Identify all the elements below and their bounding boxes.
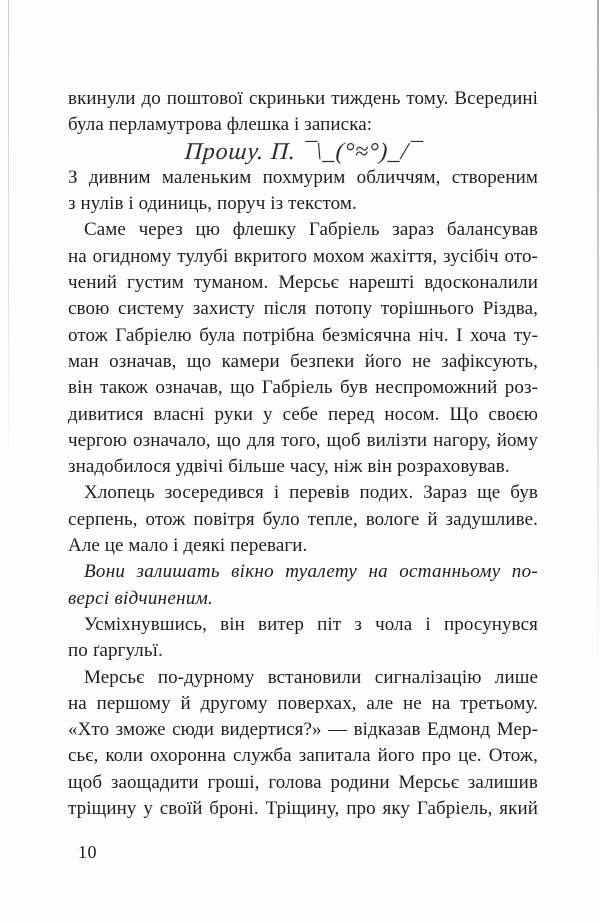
text-line: серпень, отож повітря було тепле, вологе й задушливе. [68, 508, 538, 530]
text-block [68, 86, 538, 822]
paragraph-alarm [68, 665, 538, 823]
text-line: Вони залишать вікно туалету на останньому по- [84, 561, 538, 583]
text-line: «Хто зможе сюди видертися?» — відказав Едмонд Мер- [68, 719, 538, 741]
paragraph-breath [68, 480, 538, 559]
text-line: ман означав, що камери безпеки його не зафіксують, [68, 350, 538, 372]
text-line: версі відчиненим. [68, 587, 214, 609]
text-line: Мерсьє по-дурному встановили сигналізацію лише [84, 666, 538, 688]
handwritten-note-line: Прошу. П. ¯\_(°≈°)_/¯ [183, 138, 423, 165]
text-line: Усміхнувшись, він витер піт з чола і просунувся [84, 613, 538, 635]
text-line: вкинули до поштової скриньки тиждень тому. Всередині [68, 88, 538, 109]
paragraph-gargoyle [68, 612, 538, 665]
page-right-edge-line [597, 0, 599, 680]
text-line: він також означав, що Габріель був неспроможний роз- [68, 377, 538, 399]
text-line: Хлопець зосередився і перевів подих. Зараз ще був [84, 482, 538, 504]
text-line: дивитися власні руки у себе перед носом. Що своєю [68, 403, 538, 425]
text-line: на першому й другому поверхах, але не на третьому. [68, 692, 538, 714]
text-line: чергою означало, що для того, щоб вилізти нагору, йому [68, 429, 538, 451]
text-line: була перламутрова флешка і записка: [68, 114, 373, 136]
text-line: знадобилося удвічі більше часу, ніж він розраховував. [68, 456, 510, 478]
text-line: на огидному тулубі вкритого мохом жахіття, зусібіч ото- [68, 245, 538, 267]
paragraph-balancing [68, 217, 538, 480]
text-line: щоб заощадити гроші, голова родини Мерсьє залишив [68, 771, 538, 793]
text-line: з нулів і одиниць, поруч із текстом. [68, 193, 357, 215]
text-line: сьє, коли охоронна служба запитала його про це. Отож, [68, 745, 538, 767]
text-line: чений густим туманом. Мерсьє нарешті вдосконалили [68, 272, 538, 294]
text-line: тріщину у своїй броні. Тріщину, про яку Габріель, який [68, 798, 538, 820]
text-line: свою систему захисту після потопу торішнього Різдва, [68, 298, 538, 320]
text-line: Але це мало і деякі переваги. [68, 535, 308, 557]
text-line: Саме через цю флешку Габріель зараз балансував [84, 219, 538, 241]
text-line: З дивним маленьким похмурим обличчям, створеним [68, 166, 538, 188]
page-left-edge-line [8, 0, 9, 470]
text-line: по ґаргульї. [68, 640, 163, 662]
paragraph-opening-continued [68, 165, 538, 218]
text-line: отож Габріелю була потрібна безмісячна ніч. І хоча ту- [68, 324, 538, 346]
paragraph-thought [68, 559, 538, 612]
handwritten-note [68, 139, 538, 165]
page-number: 10 [78, 842, 97, 862]
paragraph-opening [68, 86, 538, 139]
